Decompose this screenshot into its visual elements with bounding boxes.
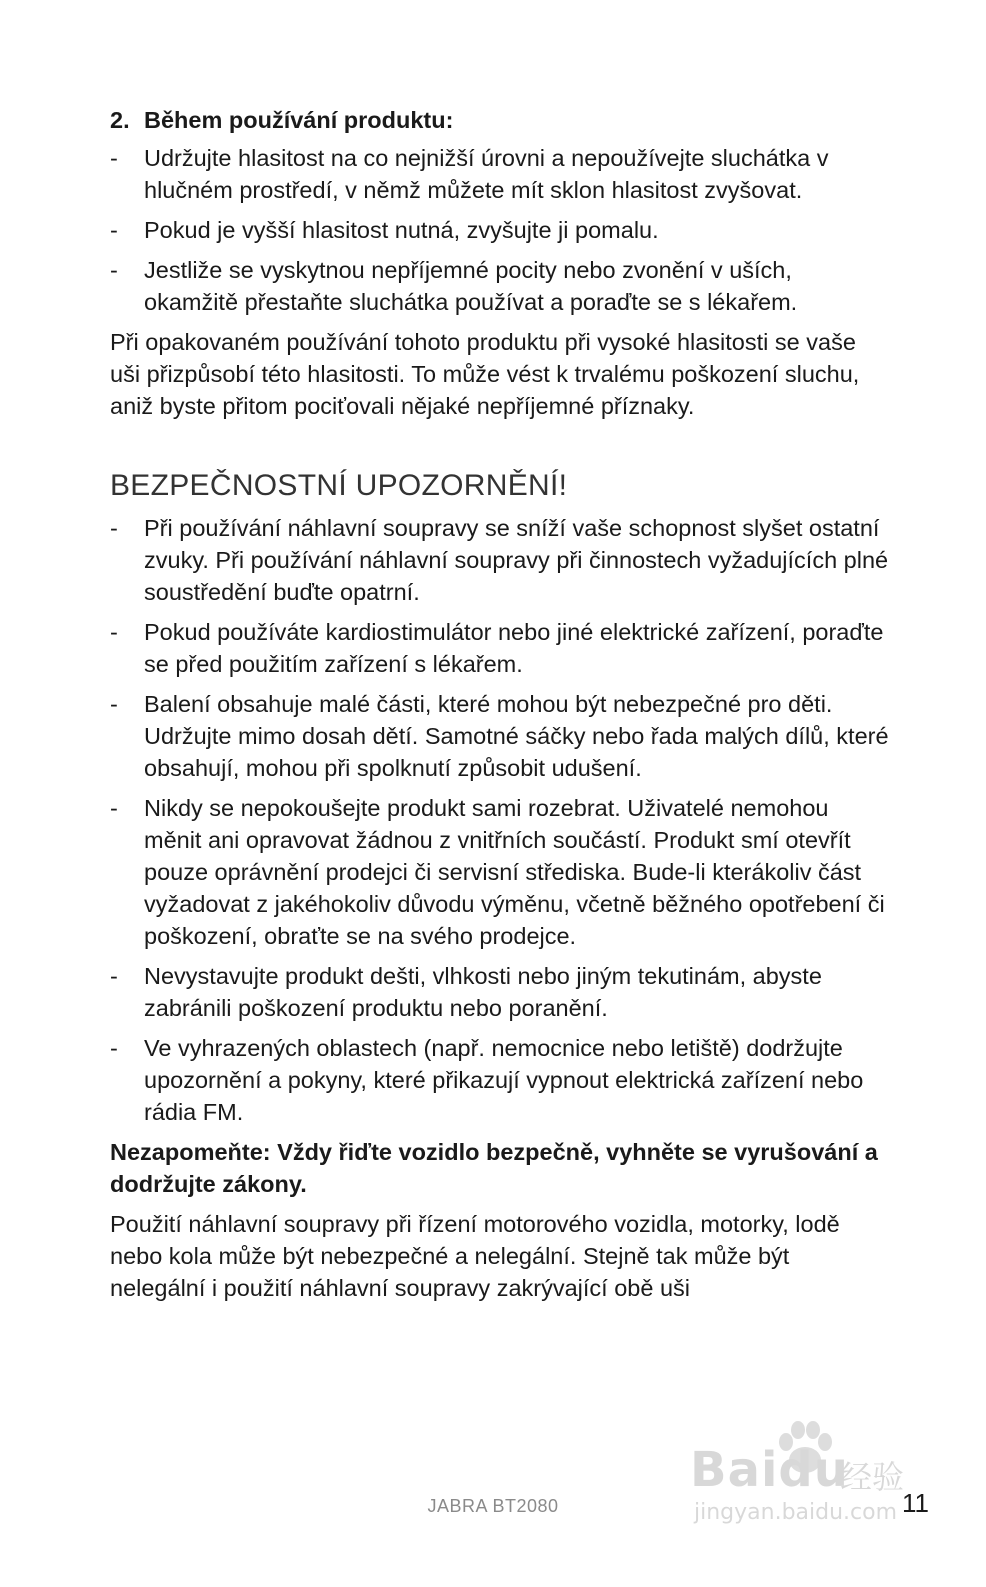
- driving-reminder: Nezapomeňte: Vždy řiďte vozidlo bezpečně, vyhněte se vyrušování a dodržujte zákony.: [110, 1139, 878, 1197]
- list-item: [110, 960, 890, 1024]
- list-item: [110, 1032, 890, 1128]
- bullet-dash: -: [110, 257, 118, 283]
- list-item-text: Balení obsahuje malé části, které mohou být nebezpečné pro děti. Udržujte mimo dosah dětí. Samotné sáčky nebo řada malých dílů, které obsahují, mohou při spolknutí způsobit udušení.: [144, 691, 889, 781]
- list-item-text: Udržujte hlasitost na co nejnižší úrovni a nepoužívejte sluchátka v hlučném prostředí, v němž můžete mít sklon hlasitost zvyšovat.: [144, 145, 829, 203]
- bullet-dash: -: [110, 515, 118, 541]
- list-item: [110, 142, 890, 206]
- list-item: [110, 214, 890, 246]
- bullet-dash: -: [110, 217, 118, 243]
- bullet-dash: -: [110, 795, 118, 821]
- watermark-brand: Baidu: [690, 1442, 849, 1498]
- hearing-damage-paragraph: Při opakovaném používání tohoto produktu při vysoké hlasitosti se vaše uši přizpůsobí této hlasitosti. To může vést k trvalému poškození sluchu, aniž byste přitom pociťovali nějaké nepříjemné příznaky.: [110, 329, 860, 419]
- section-number: 2.: [110, 107, 130, 133]
- list-item-text: Nikdy se nepokoušejte produkt sami rozebrat. Uživatelé nemohou měnit ani opravovat žádnou z vnitřních součástí. Produkt smí otevřít pouze oprávnění prodejci či servisní střediska. Bude-li kterákoliv část vyžadovat z jakéhokoliv důvodu výměnu, včetně běžného opotřebení či poškození, obraťte se na svého prodejce.: [144, 795, 885, 949]
- list-item-text: Ve vyhrazených oblastech (např. nemocnice nebo letiště) dodržujte upozornění a pokyny, které přikazují vypnout elektrická zařízení nebo rádia FM.: [144, 1035, 864, 1125]
- list-item: [110, 512, 890, 608]
- section-title: Během používání produktu:: [144, 107, 454, 133]
- list-item: [110, 688, 890, 784]
- bullet-dash: -: [110, 145, 118, 171]
- baidu-watermark: [690, 1418, 930, 1533]
- list-item-text: Pokud je vyšší hlasitost nutná, zvyšujte ji pomalu.: [144, 217, 659, 243]
- bullet-dash: -: [110, 963, 118, 989]
- document-page: [110, 104, 890, 1312]
- list-item-text: Jestliže se vyskytnou nepříjemné pocity nebo zvonění v uších, okamžitě přestaňte sluchátka používat a poraďte se s lékařem.: [144, 257, 798, 315]
- watermark-chinese: 经验: [840, 1458, 905, 1496]
- list-item: [110, 792, 890, 952]
- page-number: 11: [902, 1488, 929, 1518]
- list-item-text: Pokud používáte kardiostimulátor nebo jiné elektrické zařízení, poraďte se před použitím zařízení s lékařem.: [144, 619, 884, 677]
- usage-bullet-list: [110, 142, 890, 318]
- list-item: [110, 616, 890, 680]
- safety-bullet-list: [110, 512, 890, 1128]
- footer-brand: JABRA BT2080: [427, 1496, 559, 1516]
- list-item-text: Při používání náhlavní soupravy se sníží vaše schopnost slyšet ostatní zvuky. Při používání náhlavní soupravy při činnostech vyžadujících plné soustředění buďte opatrní.: [144, 515, 889, 605]
- list-item: [110, 254, 890, 318]
- list-item-text: Nevystavujte produkt dešti, vlhkosti nebo jiným tekutinám, abyste zabránili poškození produktu nebo poranění.: [144, 963, 822, 1021]
- safety-heading: BEZPEČNOSTNÍ UPOZORNĚNÍ!: [110, 469, 568, 502]
- bullet-dash: -: [110, 619, 118, 645]
- bullet-dash: -: [110, 691, 118, 717]
- bullet-dash: -: [110, 1035, 118, 1061]
- driving-paragraph: Použití náhlavní soupravy při řízení motorového vozidla, motorky, lodě nebo kola může být nebezpečné a nelegální. Stejně tak může být nelegální i použití náhlavní soupravy zakrývající obě uši: [110, 1211, 840, 1301]
- section-heading: [110, 104, 890, 136]
- watermark-url: jingyan.baidu.com: [694, 1500, 898, 1525]
